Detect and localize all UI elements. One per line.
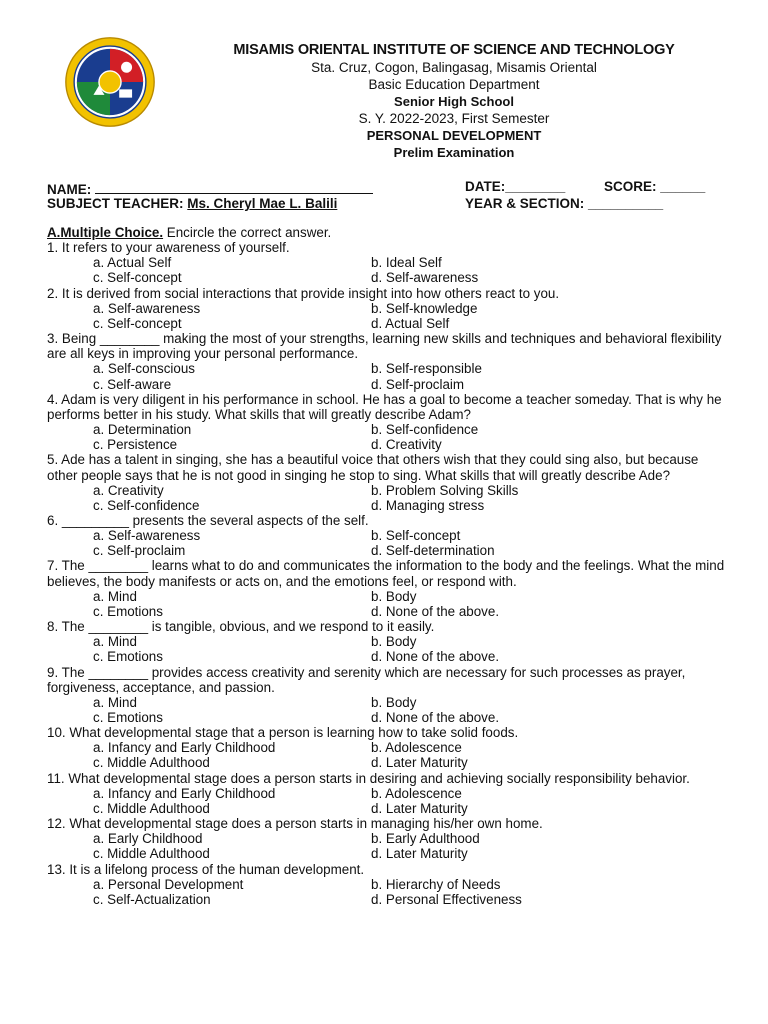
answer-option[interactable]: c. Middle Adulthood [93, 800, 210, 816]
answer-option[interactable]: d. Later Maturity [371, 800, 468, 816]
question-item [47, 331, 727, 392]
answer-option[interactable]: b. Body [371, 588, 417, 604]
answer-option[interactable]: c. Middle Adulthood [93, 846, 210, 862]
question-options [47, 528, 727, 558]
question-options [47, 422, 727, 452]
answer-option[interactable]: a. Infancy and Early Childhood [93, 740, 276, 756]
answer-option[interactable]: b. Self-concept [371, 528, 461, 544]
question-options [47, 361, 727, 391]
question-text: 8. The ________ is tangible, obvious, and we respond to it easily. [47, 619, 435, 635]
question-text: 5. Ade has a talent in singing, she has a beautiful voice that others wish that they could sing also, but because other people says that he is not good in singing he stop to sing. What skills that will greatly describe Ade? [47, 452, 699, 483]
question-text: 12. What developmental stage does a person starts in managing his/her own home. [47, 816, 543, 832]
answer-option[interactable]: b. Problem Solving Skills [371, 482, 519, 498]
question-text: 1. It refers to your awareness of yourself. [47, 240, 290, 256]
answer-option[interactable]: a. Mind [93, 588, 137, 604]
answer-option[interactable]: d. Later Maturity [371, 755, 468, 771]
score-label: SCORE: ______ [604, 179, 706, 194]
name-label: NAME: [47, 182, 92, 197]
answer-option[interactable]: c. Self-proclaim [93, 543, 186, 559]
section-heading [47, 225, 727, 240]
answer-option[interactable]: a. Early Childhood [93, 831, 203, 847]
question-options [47, 831, 727, 861]
question-options [47, 786, 727, 816]
question-options [47, 634, 727, 664]
answer-option[interactable]: d. Personal Effectiveness [371, 891, 522, 907]
question-item [47, 392, 727, 453]
answer-option[interactable]: a. Personal Development [93, 876, 244, 892]
question-list [47, 240, 727, 907]
answer-option[interactable]: a. Self-conscious [93, 361, 195, 377]
answer-option[interactable]: d. None of the above. [371, 710, 500, 725]
question-text: 10. What developmental stage that a person is learning how to take solid foods. [47, 725, 519, 741]
school-level: Senior High School [394, 94, 514, 109]
teacher-field [47, 196, 337, 211]
answer-option[interactable]: b. Hierarchy of Needs [371, 876, 501, 892]
question-options [47, 695, 727, 725]
question-text: 3. Being ________ making the most of your strengths, learning new skills and techniques and behavioral flexibility are all keys in improving your personal performance. [47, 331, 722, 362]
question-text: 2. It is derived from social interactions that provide insight into how others react to you. [47, 285, 560, 301]
answer-option[interactable]: a. Creativity [93, 482, 164, 498]
answer-option[interactable]: c. Emotions [93, 603, 163, 619]
answer-option[interactable]: d. None of the above. [371, 649, 500, 665]
answer-option[interactable]: d. Self-awareness [371, 270, 479, 286]
answer-option[interactable]: b. Self-knowledge [371, 300, 478, 316]
answer-option[interactable]: b. Early Adulthood [371, 831, 480, 847]
name-field [47, 179, 373, 197]
answer-option[interactable]: b. Ideal Self [371, 255, 442, 271]
answer-option[interactable]: b. Adolescence [371, 740, 462, 756]
question-options [47, 301, 727, 331]
date-field [465, 179, 565, 194]
answer-option[interactable]: d. Self-proclaim [371, 376, 465, 392]
question-item [47, 240, 727, 285]
section-instruction: Encircle the correct answer. [163, 225, 332, 240]
answer-option[interactable]: b. Body [371, 694, 417, 710]
answer-option[interactable]: d. Self-determination [371, 543, 495, 559]
teacher-label: SUBJECT TEACHER: [47, 196, 184, 211]
question-item [47, 558, 727, 619]
answer-option[interactable]: a. Determination [93, 422, 192, 438]
answer-option[interactable]: a. Mind [93, 634, 137, 650]
question-item [47, 452, 727, 513]
answer-option[interactable]: c. Self-concept [93, 315, 182, 331]
question-item [47, 619, 727, 664]
answer-option[interactable]: b. Self-responsible [371, 361, 482, 377]
question-text: 6. _________ presents the several aspects of the self. [47, 512, 369, 528]
teacher-name: Ms. Cheryl Mae L. Balili [187, 196, 338, 211]
answer-option[interactable]: d. Actual Self [371, 315, 450, 331]
answer-option[interactable]: c. Emotions [93, 649, 163, 665]
answer-option[interactable]: b. Self-confidence [371, 422, 479, 438]
exam-body [47, 225, 727, 907]
answer-option[interactable]: d. Creativity [371, 437, 442, 453]
answer-option[interactable]: b. Adolescence [371, 785, 462, 801]
school-year: S. Y. 2022-2023, First Semester [358, 111, 550, 126]
answer-option[interactable]: a. Self-awareness [93, 528, 201, 544]
answer-option[interactable]: b. Body [371, 634, 417, 650]
answer-option[interactable]: c. Persistence [93, 437, 178, 453]
answer-option[interactable]: d. Later Maturity [371, 846, 468, 862]
question-options [47, 877, 727, 907]
question-item [47, 725, 727, 770]
question-item [47, 513, 727, 558]
exam-title: Prelim Examination [393, 145, 515, 160]
answer-option[interactable]: c. Emotions [93, 710, 163, 725]
subject-title: PERSONAL DEVELOPMENT [366, 128, 542, 143]
institute-address: Sta. Cruz, Cogon, Balingasag, Misamis Oriental [311, 60, 597, 75]
question-item [47, 286, 727, 331]
answer-option[interactable]: d. None of the above. [371, 603, 500, 619]
section-title: A.Multiple Choice. [47, 225, 164, 240]
answer-option[interactable]: c. Self-confidence [93, 497, 200, 513]
answer-option[interactable]: d. Managing stress [371, 497, 485, 513]
question-item [47, 771, 727, 816]
question-options [47, 589, 727, 619]
answer-option[interactable]: c. Self-Actualization [93, 891, 211, 907]
institute-name: MISAMIS ORIENTAL INSTITUTE OF SCIENCE AND TECHNOLOGY [233, 42, 675, 58]
question-options [47, 740, 727, 770]
name-blank[interactable] [95, 179, 373, 194]
question-item [47, 816, 727, 861]
question-item [47, 862, 727, 907]
answer-option[interactable]: a. Mind [93, 694, 137, 710]
question-options [47, 255, 727, 285]
question-item [47, 665, 727, 726]
document-header [140, 42, 768, 161]
answer-option[interactable]: a. Actual Self [93, 255, 172, 271]
answer-option[interactable]: a. Infancy and Early Childhood [93, 785, 276, 801]
year-section-field [465, 196, 663, 211]
answer-option[interactable]: c. Self-aware [93, 376, 172, 392]
question-text: 11. What developmental stage does a person starts in desiring and achieving socially responsibility behavior. [47, 770, 690, 786]
question-options [47, 483, 727, 513]
question-text: 9. The ________ provides access creativity and serenity which are necessary for such processes as prayer, forgiveness, acceptance, and passion. [47, 664, 686, 695]
answer-option[interactable]: c. Middle Adulthood [93, 755, 210, 771]
score-field [604, 179, 705, 194]
question-text: 13. It is a lifelong process of the human development. [47, 861, 365, 877]
year-section-label: YEAR & SECTION: __________ [465, 196, 664, 211]
question-text: 4. Adam is very diligent in his performance in school. He has a goal to become a teacher someday. That is why he performs better in his study. What skills that will greatly describe Adam? [47, 391, 722, 422]
answer-option[interactable]: c. Self-concept [93, 270, 182, 286]
question-text: 7. The ________ learns what to do and communicates the information to the body and the feelings. What the mind believes, the body manifests or acts on, and the emotions feel, or respond with. [47, 558, 725, 589]
answer-option[interactable]: a. Self-awareness [93, 300, 201, 316]
date-label: DATE:________ [465, 179, 566, 194]
department: Basic Education Department [368, 77, 540, 92]
